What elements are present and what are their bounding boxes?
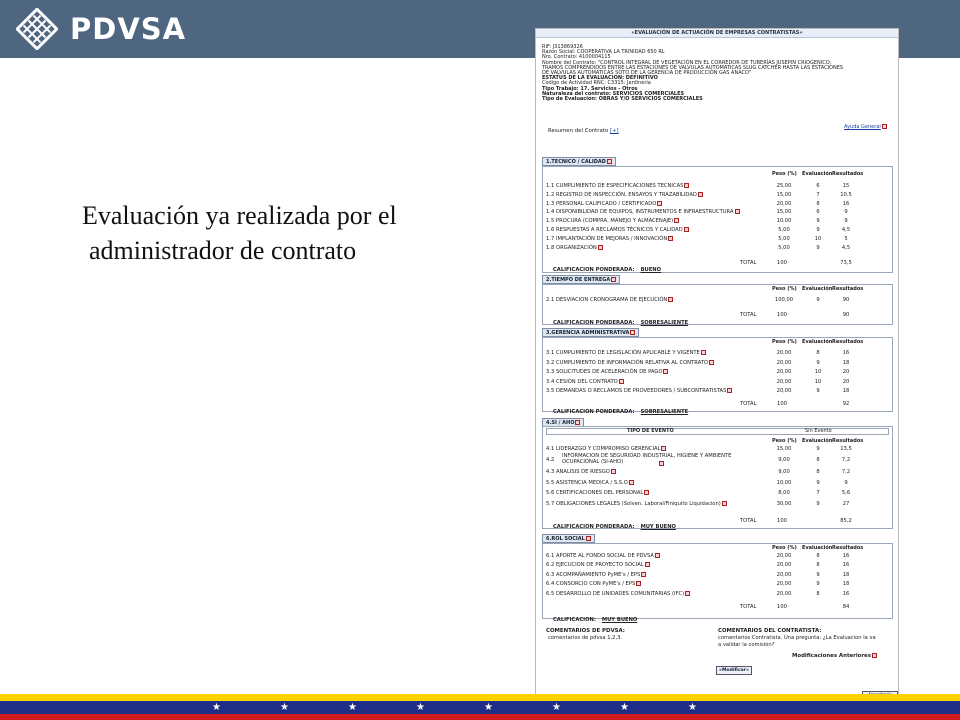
row-peso: 20,00 (776, 590, 792, 597)
resumen-expand-link[interactable]: [+] (609, 128, 619, 134)
calificacion-ponderada (553, 409, 688, 415)
row-label: PROCURA (COMPRA, MANEJO Y ALMACENAJE) (556, 218, 674, 225)
total-peso: 100 (777, 312, 787, 318)
column-header-peso: Peso (%) (772, 171, 797, 177)
row-evaluacion: 9 (816, 388, 820, 395)
comentarios-contratista-label: COMENTARIOS DEL CONTRATISTA: (718, 628, 822, 634)
row-label: OBLIGACIONES LEGALES (Solven. Laboral/Finiquito Liquidacion) (556, 500, 721, 507)
column-header-res: Resultados (832, 545, 864, 551)
calificacion-value: SOBRESALIENTE (640, 320, 689, 326)
row-number: 1.6 (546, 227, 555, 233)
event-type-value: Sin Evento (805, 428, 832, 434)
comentarios-pdvsa-text: comentarios de pdvsa 1,2,3. (548, 635, 623, 641)
row-evaluacion: 9 (816, 227, 820, 233)
calificacion-value: MUY BUENO (640, 524, 676, 530)
row-label: DEMANDAS O RECLAMOS DE PROVEEDORES / SUBCONTRATISTAS (556, 388, 727, 395)
contract-info (542, 45, 892, 102)
row-evaluacion: 9 (816, 581, 820, 588)
row-peso: 30,00 (776, 500, 792, 507)
comentarios-contratista-text-2: a validar la comisión? (718, 642, 775, 648)
table-row (546, 368, 886, 377)
table-row (546, 479, 886, 488)
row-peso: 20,00 (776, 350, 792, 356)
row-resultado: 20 (842, 378, 850, 385)
column-header-eval: Evaluación (802, 545, 833, 551)
flag-star-icon: ★ (688, 702, 697, 713)
total-row (546, 400, 886, 409)
section-header (542, 275, 620, 284)
table-row (546, 217, 886, 226)
total-peso: 100 (777, 401, 787, 407)
row-label: REGISTRO DE INSPECCIÓN, ENSAYOS Y TRAZABILIDAD (556, 191, 697, 198)
row-label: ACOMPAÑAMIENTO PyME's / EPS (556, 571, 641, 578)
pdvsa-logo-icon (16, 8, 58, 50)
row-number: 1.3 (546, 200, 555, 207)
table-row (546, 500, 886, 509)
calificacion-value: BUENO (640, 267, 662, 273)
row-resultado: 15 (842, 183, 850, 189)
comentarios-pdvsa-label: COMENTARIOS DE PDVSA: (546, 628, 625, 634)
row-peso: 20,00 (776, 378, 792, 385)
modificaciones-anteriores[interactable] (792, 653, 877, 659)
resumen-label: Resumen del Contrato (548, 128, 609, 134)
table-row (546, 571, 886, 580)
row-number: 5.5 (546, 479, 555, 486)
help-icon[interactable] (663, 369, 668, 374)
row-label: DISPONIBILIDAD DE EQUIPOS, INSTRUMENTOS E INFRAESTRUCTURA (556, 209, 734, 216)
row-evaluacion: 9 (816, 244, 820, 251)
flag-red-band (0, 714, 960, 720)
info-naturaleza: Naturaleza del contrato: SERVICIOS COMERCIALES (542, 90, 685, 97)
row-peso: 5,00 (778, 227, 790, 233)
total-label: TOTAL (740, 260, 757, 266)
row-number: 3.4 (546, 378, 555, 385)
venezuela-flag-strip (0, 694, 960, 720)
row-label: CESIÓN DEL CONTRATO (556, 378, 618, 385)
info-codigo: Codigo de Actividad RNC: C3315: Jardineria (542, 80, 651, 87)
help-icon[interactable] (607, 159, 612, 164)
row-evaluacion: 8 (816, 562, 820, 569)
row-label: RESPUESTAS A RECLAMOS TÉCNICOS Y CALIDAD (556, 227, 683, 233)
row-evaluacion: 9 (816, 297, 820, 303)
row-resultado: 18 (842, 388, 850, 395)
help-icon[interactable] (655, 553, 660, 558)
modificar-button[interactable]: »Modificar« (716, 666, 752, 675)
section-title: 6.ROL SOCIAL (546, 536, 585, 542)
row-peso: 15,00 (776, 446, 792, 452)
table-row (546, 296, 886, 305)
help-icon[interactable] (727, 388, 732, 393)
column-header-eval: Evaluación (802, 438, 833, 444)
help-icon[interactable] (586, 536, 591, 541)
total-label: TOTAL (740, 518, 757, 524)
column-header-peso: Peso (%) (772, 286, 797, 292)
row-label: DESARROLLO DE UNIDADES COMUNITARIAS (IFC) (556, 590, 685, 597)
row-number: 6.2 (546, 562, 555, 569)
row-resultado: 18 (842, 359, 850, 366)
flag-star-icon: ★ (416, 702, 425, 713)
row-number: 2.1 (546, 297, 555, 303)
column-header-peso: Peso (%) (772, 438, 797, 444)
row-resultado: 27 (842, 500, 850, 507)
section-title: 2.TIEMPO DE ENTREGA (546, 277, 611, 283)
table-row (546, 235, 886, 244)
modificaciones-label: Modificaciones Anteriores (792, 653, 871, 659)
calificacion-ponderada (553, 617, 637, 623)
info-rif: RIF: J313869326 (542, 44, 583, 50)
row-peso: 15,00 (776, 191, 792, 198)
row-resultado: 18 (842, 571, 850, 578)
evaluation-title: «EVALUACIÓN DE ACTUACIÓN DE EMPRESAS CONTRATISTAS» (536, 29, 898, 38)
row-resultado: 20 (842, 369, 850, 376)
row-peso: 5,00 (778, 244, 790, 251)
total-row (546, 311, 886, 320)
info-estatus: ESTATUS DE LA EVALUACION: DEFINITIVO (542, 75, 658, 82)
row-resultado: 4,5 (841, 244, 851, 251)
row-evaluacion: 9 (816, 218, 820, 225)
row-resultado: 9 (844, 209, 848, 216)
row-peso: 9,00 (778, 456, 790, 463)
help-icon[interactable] (661, 446, 666, 451)
help-icon[interactable] (641, 572, 646, 577)
help-icon[interactable] (611, 277, 616, 282)
row-evaluacion: 7 (816, 191, 820, 198)
column-header-res: Resultados (832, 339, 864, 345)
row-label: ORGANIZACIÓN (556, 244, 597, 251)
row-resultado: 9 (844, 479, 848, 486)
help-icon[interactable] (684, 183, 689, 188)
row-evaluacion: 9 (816, 479, 820, 486)
table-row (546, 452, 886, 465)
flag-star-icon: ★ (280, 702, 289, 713)
help-icon[interactable] (684, 227, 689, 232)
row-peso: 20,00 (776, 581, 792, 588)
table-row (546, 359, 886, 368)
help-icon[interactable] (619, 379, 624, 384)
row-peso: 20,00 (776, 571, 792, 578)
info-razon: Razon Social: COOPERATIVA LA TRINIDAD 650 RL (542, 49, 665, 56)
table-row (546, 191, 886, 200)
row-label: APORTE AL FONDO SOCIAL DE PDVSA (556, 553, 654, 559)
table-row (546, 590, 886, 599)
row-peso: 15,00 (776, 209, 792, 216)
row-peso: 20,00 (776, 553, 792, 559)
row-evaluacion: 9 (816, 359, 820, 366)
slide-caption (82, 198, 397, 268)
row-peso: 20,00 (776, 200, 792, 207)
row-evaluacion: 8 (816, 200, 820, 207)
help-icon[interactable] (575, 420, 580, 425)
section-title: 1.TECNICO / CALIDAD (546, 159, 606, 165)
help-icon[interactable] (668, 236, 673, 241)
row-resultado: 5,6 (841, 490, 851, 496)
flag-star-icon: ★ (212, 702, 221, 713)
row-evaluacion: 9 (816, 446, 820, 452)
event-type-label: TIPO DE EVENTO (627, 428, 674, 434)
row-evaluacion: 7 (816, 490, 820, 496)
total-resultado: 73,5 (840, 260, 852, 266)
row-evaluacion: 6 (816, 209, 820, 216)
row-label-line-2: OCUPACIONAL (SI-AHO) (562, 458, 624, 465)
row-evaluacion: 10 (814, 378, 822, 385)
row-resultado: 7,2 (841, 456, 851, 463)
total-peso: 100 (777, 604, 787, 610)
flag-blue-band (0, 701, 960, 714)
row-label: CUMPLIMIENTO DE ESPECIFICACIONES TECNICAS (556, 183, 684, 189)
total-row (546, 603, 886, 612)
column-header-peso: Peso (%) (772, 545, 797, 551)
help-icon[interactable] (644, 490, 649, 495)
row-label: CUMPLIMIENTO DE INFORMACIÓN RELATIVA AL CONTRATO (556, 359, 708, 366)
column-header-res: Resultados (832, 438, 864, 444)
total-resultado: 92 (842, 401, 850, 407)
flag-yellow-band (0, 694, 960, 701)
row-peso: 20,00 (776, 388, 792, 395)
help-icon[interactable] (735, 209, 740, 214)
flag-star-icon: ★ (348, 702, 357, 713)
calificacion-ponderada (553, 267, 661, 273)
row-peso: 20,00 (776, 359, 792, 366)
table-row (546, 387, 886, 396)
row-resultado: 18 (842, 581, 850, 588)
row-evaluacion: 8 (816, 590, 820, 597)
column-header-res: Resultados (832, 171, 864, 177)
help-icon[interactable] (611, 469, 616, 474)
row-evaluacion: 8 (816, 456, 820, 463)
ayuda-label: Ayuda General (844, 124, 881, 130)
row-label-line-1: INFORMACION DE SEGURIDAD INDUSTRIAL, HIGIENE Y AMBIENTE (562, 452, 732, 459)
row-resultado: 7,2 (841, 469, 851, 475)
calificacion-label: CALIFICACION PONDERADA: (553, 267, 635, 273)
section-header (542, 534, 595, 543)
row-number: 6.1 (546, 553, 555, 559)
flag-star-icon: ★ (552, 702, 561, 713)
section-title: 3.GERENCIA ADMINISTRATIVA (546, 330, 630, 336)
comentarios-contratista-text-1: comentarios Contratista. Una pregunta: ¿La Evaluacion la va (718, 635, 876, 641)
table-row (546, 349, 886, 358)
table-row (546, 208, 886, 217)
table-row (546, 378, 886, 387)
row-number: 1.7 (546, 235, 555, 242)
row-peso: 25,00 (776, 183, 792, 189)
section-title: 4.SI / AHO (546, 420, 575, 426)
row-label: ASISTENCIA MEDICA / S.S.O (556, 479, 628, 486)
row-peso: 20,00 (776, 369, 792, 376)
row-evaluacion: 10 (814, 369, 822, 376)
row-label: ANALISIS DE RIESGO (556, 469, 610, 475)
info-nombre-1: Nombre del Contrato: "CONTROL INTEGRAL DE VEGETACIÓN EN EL CORREDOR DE TUBERÍAS JUSEPIN CRIOGENICO; (542, 59, 832, 66)
row-number: 6.3 (546, 571, 555, 578)
calificacion-value: MUY BUENO (601, 617, 638, 623)
row-number: 1.2 (546, 191, 555, 198)
row-evaluacion: 8 (816, 553, 820, 559)
row-number: 6.5 (546, 590, 555, 597)
total-peso: 100 (777, 518, 787, 524)
calificacion-ponderada (553, 524, 676, 530)
row-evaluacion: 10 (814, 235, 822, 242)
row-resultado: 16 (842, 200, 850, 207)
calificacion-ponderada (553, 320, 688, 326)
row-peso: 10,00 (776, 479, 792, 486)
row-resultado: 16 (842, 350, 850, 356)
row-evaluacion: 8 (816, 350, 820, 356)
column-header-peso: Peso (%) (772, 339, 797, 345)
row-number: 5.7 (546, 500, 555, 507)
row-number: 5.6 (546, 490, 555, 496)
section-header (542, 328, 639, 337)
help-icon[interactable] (598, 245, 603, 250)
total-peso: 100 (777, 260, 787, 266)
row-label: CONSORCIO CON PyME's / EPS (556, 581, 636, 588)
total-resultado: 90 (842, 312, 850, 318)
help-icon[interactable] (709, 360, 714, 365)
help-icon[interactable] (685, 591, 690, 596)
row-number: 6.4 (546, 581, 555, 588)
caption-line-2: administrador de contrato (89, 236, 357, 265)
row-peso: 8,00 (778, 490, 790, 496)
section-header (542, 157, 616, 166)
info-contrato: Nro. Contrato: 4100004115 (542, 54, 611, 61)
help-icon[interactable] (882, 124, 887, 129)
info-nombre-3: DE VALVULAS AUTOMATICAS SOTO DE LA GERENCIA DE PRODUCCIÓN GAS ANACO" (542, 70, 752, 77)
total-label: TOTAL (740, 401, 757, 407)
row-resultado: 16 (842, 590, 850, 597)
evaluation-screenshot (535, 28, 899, 708)
total-label: TOTAL (740, 312, 757, 318)
row-label: CUMPLIMIENTO DE LEGISLACIÓN APLICABLE Y VIGENTE (556, 350, 700, 356)
row-peso: 10,00 (776, 218, 792, 225)
total-resultado: 85,2 (840, 518, 852, 524)
edit-icon[interactable] (872, 653, 877, 658)
row-number: 3.5 (546, 388, 555, 395)
info-tipo: Tipo Trabajo: 17. Servicios - Otros (542, 85, 638, 92)
table-row (546, 226, 886, 235)
help-icon[interactable] (657, 201, 662, 206)
help-icon[interactable] (668, 297, 673, 302)
calificacion-label: CALIFICACION: (553, 617, 596, 623)
row-label: EJECUCION DE PROYECTO SOCIAL (556, 562, 644, 569)
info-tipo-eval: Tipo de Evaluación: OBRAS Y/O SERVICIOS COMERCIALES (542, 96, 703, 103)
help-icon[interactable] (630, 330, 635, 335)
flag-star-icon: ★ (484, 702, 493, 713)
caption-line-1: Evaluación ya realizada por el (82, 201, 397, 230)
brand-name: PDVSA (70, 12, 187, 46)
column-header-eval: Evaluación (802, 171, 833, 177)
row-number: 1.8 (546, 244, 555, 251)
row-peso: 100,00 (774, 297, 794, 303)
row-label: DESVIACION CRONOGRAMA DE EJECUCIÓN (556, 297, 668, 303)
table-row (546, 489, 886, 498)
table-row (546, 468, 886, 477)
row-resultado: 90 (842, 297, 850, 303)
table-row (546, 200, 886, 209)
row-resultado: 16 (842, 562, 850, 569)
row-number: 3.3 (546, 369, 555, 376)
table-row (546, 244, 886, 253)
total-resultado: 84 (842, 604, 850, 610)
help-icon[interactable] (636, 581, 641, 586)
table-row (546, 552, 886, 561)
row-label: PERSONAL CALIFICADO / CERTIFICADO (556, 200, 657, 207)
ayuda-general-link[interactable] (844, 124, 887, 130)
total-label: TOTAL (740, 604, 757, 610)
row-resultado: 10,5 (840, 191, 852, 198)
info-nombre-2: TRAMOS COMPRENDIDOS ENTRE LAS ESTACIONES DE VALVULAS AUTOMATICAS SLUG CATCHER HASTA LAS ESTACIONES (542, 64, 844, 71)
row-number: 4.2 (546, 456, 555, 463)
row-label (562, 453, 731, 465)
help-icon[interactable] (629, 480, 634, 485)
row-label: LIDERAZGO Y COMPROMISO GERENCIAL (556, 446, 661, 452)
row-peso: 20,00 (776, 562, 792, 569)
calificacion-value: SOBRESALIENTE (640, 409, 689, 415)
row-label: CERTIFICACIONES DEL PERSONAL (556, 490, 644, 496)
event-type-row (546, 428, 889, 435)
row-resultado: 4,5 (841, 227, 851, 233)
row-number: 3.1 (546, 350, 555, 356)
row-number: 1.1 (546, 183, 555, 189)
row-resultado: 5 (844, 235, 848, 242)
row-resultado: 9 (844, 218, 848, 225)
table-row (546, 580, 886, 589)
flag-star-icon: ★ (620, 702, 629, 713)
row-number: 4.1 (546, 446, 555, 452)
help-icon[interactable] (659, 461, 664, 466)
help-icon[interactable] (645, 562, 650, 567)
row-evaluacion: 9 (816, 500, 820, 507)
row-number: 4.3 (546, 469, 555, 475)
calificacion-label: CALIFICACION PONDERADA: (553, 409, 635, 415)
calificacion-label: CALIFICACION PONDERADA: (553, 524, 635, 530)
row-evaluacion: 6 (816, 183, 820, 189)
help-icon[interactable] (722, 501, 727, 506)
row-number: 3.2 (546, 359, 555, 366)
row-resultado: 13,5 (840, 446, 852, 452)
help-icon[interactable] (674, 218, 679, 223)
column-header-eval: Evaluación (802, 339, 833, 345)
row-evaluacion: 8 (816, 469, 820, 475)
help-icon[interactable] (698, 192, 703, 197)
calificacion-label: CALIFICACION PONDERADA: (553, 320, 635, 326)
resumen-contrato (548, 128, 619, 134)
row-label: SOLICITUDES DE ACELERACIÓN DE PAGO (556, 369, 663, 376)
table-row (546, 561, 886, 570)
help-icon[interactable] (701, 350, 706, 355)
row-number: 1.5 (546, 218, 555, 225)
column-header-res: Resultados (832, 286, 864, 292)
row-label: IMPLANTACIÓN DE MEJORAS / INNOVACIÓN (556, 235, 668, 242)
column-header-eval: Evaluación (802, 286, 833, 292)
row-evaluacion: 9 (816, 571, 820, 578)
table-row (546, 182, 886, 191)
row-number: 1.4 (546, 209, 555, 216)
row-peso: 5,00 (778, 235, 790, 242)
row-resultado: 16 (842, 553, 850, 559)
row-peso: 9,00 (778, 469, 790, 475)
